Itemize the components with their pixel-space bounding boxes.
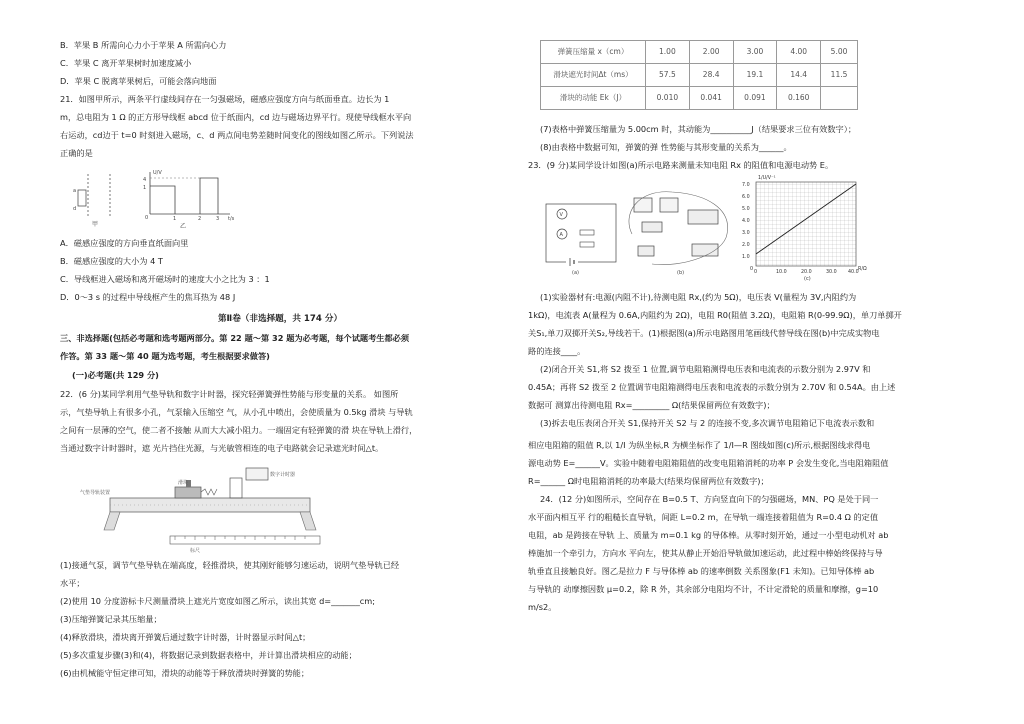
svg-text:1.0: 1.0	[742, 255, 750, 260]
q23-graph-c	[728, 172, 878, 282]
timer-label: 数字计时器	[270, 472, 296, 478]
q23-part3-line-4: R=______ Ω时电阻箱消耗的功率最大(结果均保留两位有效数字)；	[528, 476, 769, 486]
table-row-label: 滑块的动能 Ek（J）	[541, 87, 646, 110]
svg-text:0: 0	[754, 270, 758, 275]
graph-x-ticks	[754, 269, 859, 275]
graph-y-unit: 1/U/V⁻¹	[758, 176, 776, 181]
q21-option-a: A．磁感应强度的方向垂直纸面向里	[60, 238, 189, 248]
q21-figure	[70, 168, 260, 230]
q23-part3-line-1: (3)拆去电压表闭合开关 S1,保持开关 S2 与 2 的连接不变,多次调节电阻箱记下电流表示数和	[540, 418, 875, 428]
svg-text:4.0: 4.0	[742, 219, 750, 224]
q24-line-1: 24．(12 分)如图所示，空间存在 B=0.5 T、方向竖直向下的匀强磁场，MN、PQ 是处于同一	[540, 494, 879, 504]
table-cell: 11.5	[821, 64, 858, 87]
fig21-label-jia: 甲	[92, 221, 99, 228]
required-section-heading: (一)必考题(共 129 分)	[72, 370, 159, 380]
q23-circuit-figures	[542, 184, 737, 276]
table-cell: 0.160	[777, 87, 821, 110]
q23-part1-line-2: 1kΩ)，电流表 A(量程为 0.6A,内阻约为 2Ω)，电阻 R0(阻值 3.2Ω)，电阻箱 R(0-99.9Ω)，单刀单掷开	[528, 310, 902, 320]
table-cell: 0.091	[733, 87, 777, 110]
q22-air-track-figure	[80, 460, 340, 555]
scale-label: 标尺	[190, 548, 201, 554]
option-b-prev: B．苹果 B 所需向心力小于苹果 A 所需向心力	[60, 40, 227, 50]
table-cell: 19.1	[733, 64, 777, 87]
svg-text:t/s: t/s	[228, 216, 235, 222]
section-3-line-1: 三、非选择题(包括必考题和选考题两部分。第 22 题～第 32 题为必考题，每个试题考生都必须	[60, 333, 410, 343]
table-cell: 0.010	[646, 87, 690, 110]
svg-text:3: 3	[216, 216, 220, 222]
pump-label: 气垫导轨装置	[80, 490, 111, 496]
fig23-label-c: (c)	[804, 276, 811, 282]
q22-step-1b: 水平；	[60, 578, 85, 588]
svg-text:d: d	[73, 206, 77, 212]
q21-line-4: 正确的是	[60, 148, 93, 158]
q24-line-2: 水平面内相互平 行的粗糙长直导轨，间距 L=0.2 m，在导轨一端连接着阻值为 R=0.4 Ω 的定值	[528, 512, 879, 522]
q24-line-3: 电阻，ab 是跨接在导轨 上、质量为 m=0.1 kg 的导体棒。从零时刻开始，通过一小型电动机对 ab	[528, 530, 889, 540]
option-d-prev: D．苹果 C 脱离苹果树后，可能会落向地面	[60, 76, 217, 86]
svg-text:30.0: 30.0	[826, 270, 837, 275]
table-row	[541, 87, 858, 110]
q23-line-1: 23．(9 分)某同学设计如图(a)所示电路来测量未知电阻 Rx 的阻值和电源电动势 E。	[528, 160, 834, 170]
q22-step-7: (7)表格中弹簧压缩量为 5.00cm 时，其动能为__________J（结果要求三位有效数字）；	[540, 124, 857, 134]
svg-text:1: 1	[173, 216, 177, 222]
fig23-label-b: (b)	[677, 270, 685, 276]
table-cell: 57.5	[646, 64, 690, 87]
q23-part1-line-1: (1)实验器材有:电源(内阻不计),待测电阻 Rx,(约为 5Ω)，电压表 V(量程为 3V,内阻约为	[540, 292, 857, 302]
q22-line-1: 22．(6 分)某同学利用气垫导轨和数字计时器，探究轻弹簧弹性势能与形变量的关系。 如图所	[60, 389, 399, 399]
q21-option-b: B．磁感应强度的大小为 4 T	[60, 256, 163, 266]
svg-text:4: 4	[143, 177, 147, 183]
table-row	[541, 64, 858, 87]
svg-text:7.0: 7.0	[742, 183, 750, 188]
q22-step-8: (8)由表格中数据可知，弹簧的弹 性势能与其形变量的关系为______。	[540, 142, 792, 152]
svg-text:0: 0	[750, 267, 754, 272]
q24-line-5: 轨垂直且接触良好。图乙是拉力 F 与导体棒 ab 的速率倒数 关系图象(F1 未知)。已知导体棒 ab	[528, 566, 875, 576]
q22-step-5: (5)多次重复步骤(3)和(4)，将数据记录到数据表格中，并计算出滑块相应的动能；	[60, 650, 357, 660]
q22-step-4: (4)释放滑块，滑块离开弹簧后通过数字计时器，计时器显示时间△t；	[60, 632, 311, 642]
table-cell: 5.00	[821, 41, 858, 64]
table-cell: 3.00	[733, 41, 777, 64]
q24-line-7: m/s2。	[528, 602, 557, 612]
q23-part3-line-3: 源电动势 E=______V。实验中随着电阻箱阻值的改变电阻箱消耗的功率 P 会发生变化,当电阻箱阻值	[528, 458, 889, 468]
table-cell: 14.4	[777, 64, 821, 87]
table-cell: 1.00	[646, 41, 690, 64]
slider-label: 滑块	[178, 480, 189, 486]
q21-option-d: D．0～3 s 的过程中导线框产生的焦耳热为 48 J	[60, 292, 236, 302]
table-row	[541, 41, 858, 64]
svg-text:V: V	[559, 212, 563, 218]
svg-text:1: 1	[143, 185, 147, 191]
table-cell	[821, 87, 858, 110]
table-cell: 4.00	[777, 41, 821, 64]
fig23-label-a: (a)	[572, 270, 579, 276]
q24-line-6: 与导轨的 动摩擦因数 μ=0.2，除 R 外，其余部分电阻均不计，不计定滑轮的质量和摩擦，g=10	[528, 584, 879, 594]
q22-data-table	[540, 40, 858, 110]
svg-text:A: A	[559, 232, 563, 238]
q22-line-3: 之间有一层薄的空气，使二者不接触 从而大大减小阻力。一端固定有轻弹簧的滑 块在导轨上滑行，	[60, 425, 418, 435]
svg-text:U/V: U/V	[153, 170, 162, 176]
graph-y-ticks	[742, 182, 753, 272]
q23-part1-line-3: 关S₁,单刀双掷开关S₂,导线若干。(1)根据图(a)所示电路图用笔画线代替导线在图(b)中完成实物电	[528, 328, 880, 338]
table-cell: 28.4	[689, 64, 733, 87]
fig21-label-yi: 乙	[180, 223, 187, 230]
q21-line-3: 右运动，cd边于 t=0 时刻进入磁场，c、d 两点间电势差随时间变化的图线如图乙所示。下列说法	[60, 130, 414, 140]
svg-text:40.0: 40.0	[848, 270, 859, 275]
q21-line-1: 21．如图甲所示，两条平行虚线间存在一匀强磁场，磁感应强度方向与纸面垂直。边长为 1	[60, 94, 390, 104]
table-row-label: 滑块遮光时间Δt（ms）	[541, 64, 646, 87]
svg-text:20.0: 20.0	[801, 270, 812, 275]
q22-step-3: (3)压缩弹簧记录其压缩量；	[60, 614, 162, 624]
q22-line-4: 当通过数字计时器时，遮 光片挡住光源，与光敏管相连的电子电路就会记录遮光时间△t。	[60, 443, 384, 453]
q23-part2-line-2: 0.45A；再将 S2 拨至 2 位置调节电阻箱测得电压表和电流表的示数分别为 2.70V 和 0.54A。由上述	[528, 382, 896, 392]
q22-line-2: 示，气垫导轨上有很多小孔，气泵输入压缩空 气，从小孔中喷出，会使质量为 0.5kg 滑块 与导轨	[60, 407, 413, 417]
graph-x-unit: R/Ω	[858, 267, 867, 272]
q24-line-4: 棒施加一个牵引力，方向水 平向左，使其从静止开始沿导轨做加速运动，此过程中棒始终保持与导	[528, 548, 883, 558]
q22-step-6: (6)由机械能守恒定律可知，滑块的动能等于释放滑块时弹簧的势能；	[60, 668, 310, 678]
svg-text:6.0: 6.0	[742, 195, 750, 200]
q23-part3-line-2: 相应电阻箱的阻值 R,以 1/I 为纵坐标,R 为横坐标作了 1/I—R 图线如图(c)所示,根据图线求得电	[528, 440, 871, 450]
svg-text:2.0: 2.0	[742, 243, 750, 248]
svg-text:5.0: 5.0	[742, 207, 750, 212]
volume-ii-heading: 第Ⅱ卷（非选择题，共 174 分）	[217, 314, 343, 324]
q23-part2-line-1: (2)闭合开关 S1,将 S2 拨至 1 位置,调节电阻箱测得电压表和电流表的示数分别为 2.97V 和	[540, 364, 871, 374]
svg-text:a: a	[73, 188, 77, 194]
svg-text:0: 0	[145, 215, 149, 221]
table-cell: 0.041	[689, 87, 733, 110]
q21-option-c: C．导线框进入磁场和离开磁场时的速度大小之比为 3 ：1	[60, 274, 270, 284]
table-row-label: 弹簧压缩量 x（cm）	[541, 41, 646, 64]
section-3-line-2: 作答。第 33 题～第 40 题为选考题，考生根据要求做答)	[60, 351, 270, 361]
q22-step-1a: (1)接通气泵，调节气垫导轨在端高度，轻推滑块，使其刚好能够匀速运动，说明气垫导轨已经	[60, 560, 400, 570]
q23-part1-line-4: 路的连接____。	[528, 346, 586, 356]
svg-text:2: 2	[198, 216, 202, 222]
q23-part2-line-3: 数据可 测算出待测电阻 Rx=_________ Ω(结果保留两位有效数字)；	[528, 400, 775, 410]
svg-text:3.0: 3.0	[742, 231, 750, 236]
q21-line-2: m，总电阻为 1 Ω 的正方形导线框 abcd 位于纸面内，cd 边与磁场边界平行。现使导线框水平向	[60, 112, 412, 122]
svg-text:10.0: 10.0	[776, 270, 787, 275]
table-cell: 2.00	[689, 41, 733, 64]
option-c-prev: C．苹果 C 离开苹果树时加速度减小	[60, 58, 192, 68]
q22-step-2: (2)使用 10 分度游标卡尺测量滑块上遮光片宽度如图乙所示，读出其宽 d=_______cm;	[60, 596, 376, 606]
